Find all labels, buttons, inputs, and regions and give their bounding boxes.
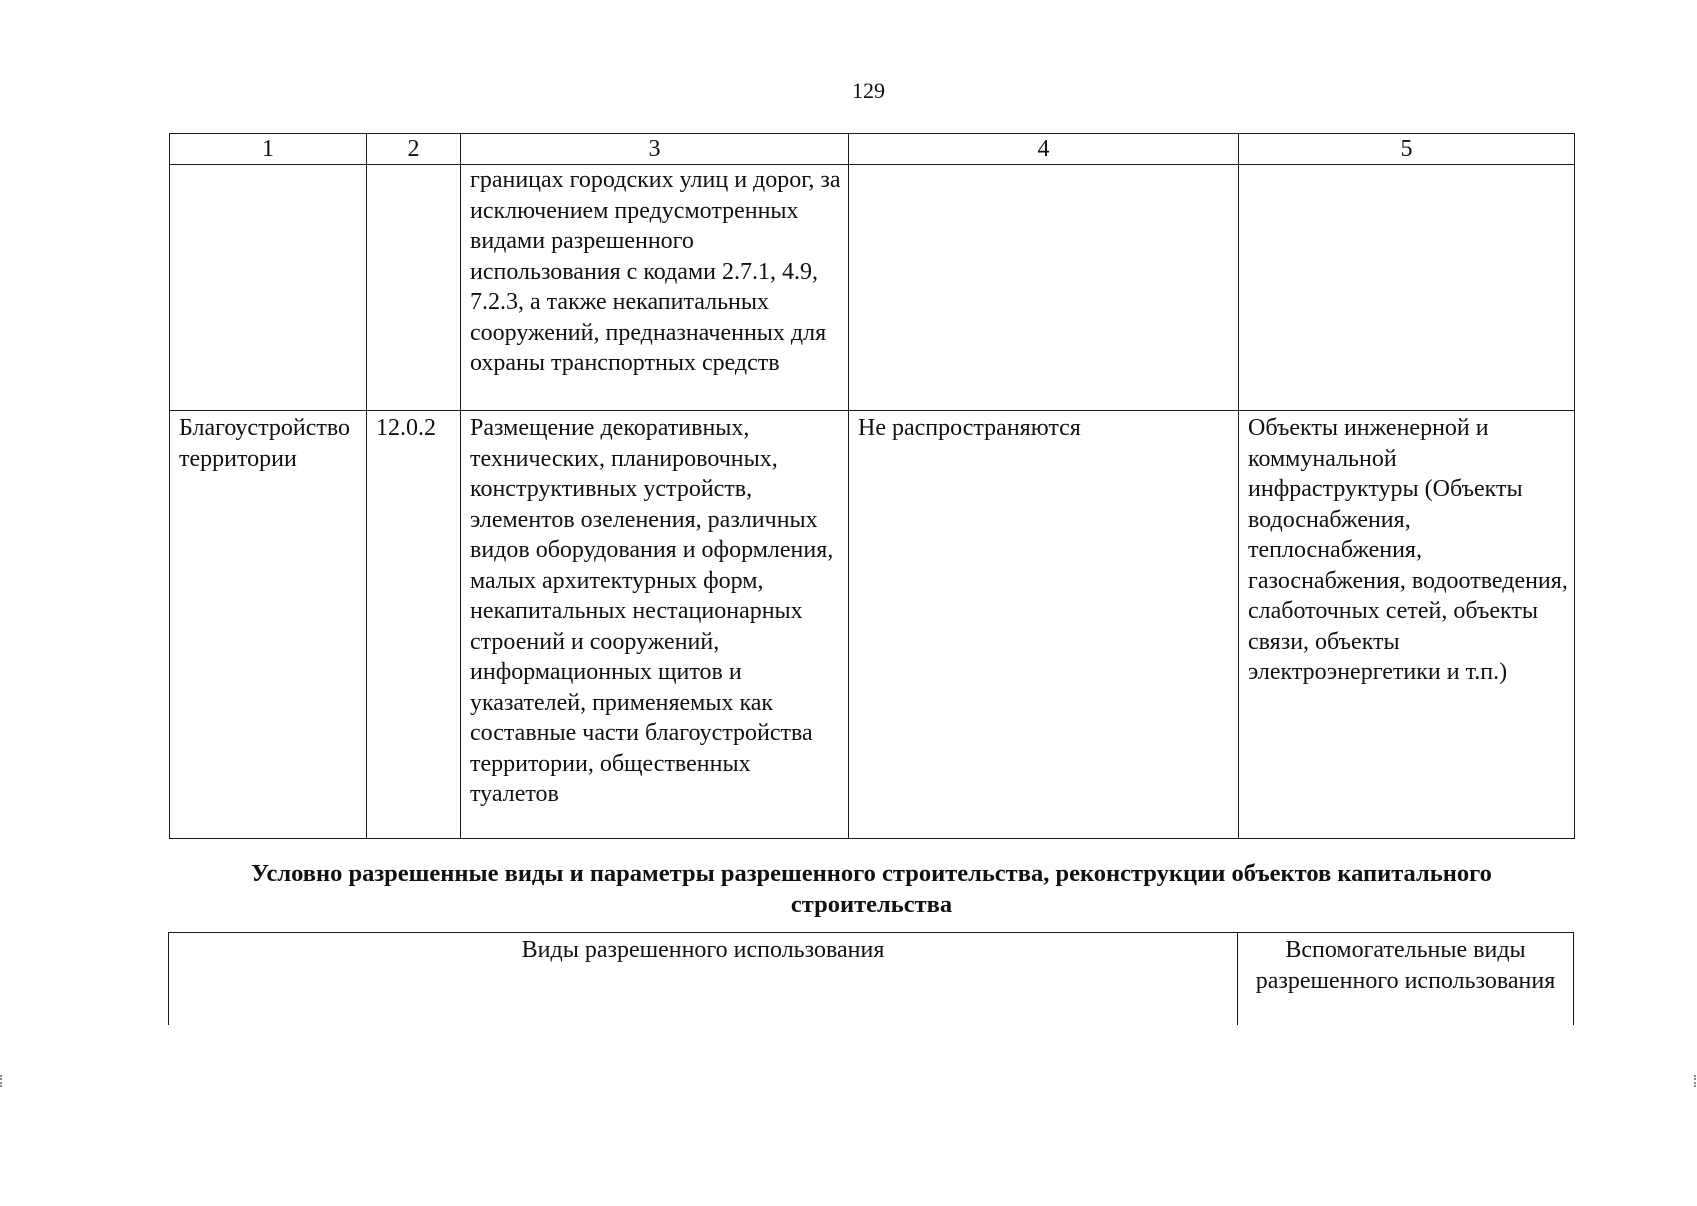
cell-parameters bbox=[849, 165, 1239, 411]
table-header-row bbox=[169, 933, 1574, 1026]
page-number: 129 bbox=[852, 78, 885, 103]
column-number-4: 4 bbox=[849, 134, 1239, 165]
cell-auxiliary bbox=[1239, 165, 1575, 411]
header-types-of-use: Виды разрешенного использования bbox=[169, 933, 1238, 1026]
table-row-continuation bbox=[170, 165, 1575, 411]
cell-code: 12.0.2 bbox=[367, 411, 461, 839]
column-number-3: 3 bbox=[461, 134, 849, 165]
table-header-row bbox=[170, 134, 1575, 165]
cell-auxiliary: Объекты инженерной и коммунальной инфраструктуры (Объекты водоснабжения, теплоснабжения, газоснабжения, водоотведения, слаботочных сетей, объекты связи, объекты электроэнергетики и т.п.) bbox=[1239, 411, 1575, 839]
conditional-use-table bbox=[168, 932, 1574, 1025]
scan-edge-mark bbox=[0, 1075, 5, 1087]
cell-description: границах городских улиц и дорог, за исключением предусмотренных видами разрешенного использования с кодами 2.7.1, 4.9, 7.2.3, а также некапитальных сооружений, предназначенных для охраны транспортных средств bbox=[461, 165, 849, 411]
land-use-table bbox=[169, 133, 1575, 839]
column-number-2: 2 bbox=[367, 134, 461, 165]
header-auxiliary-types: Вспомогательные виды разрешенного использования bbox=[1238, 933, 1574, 1026]
cell-code bbox=[367, 165, 461, 411]
column-number-1: 1 bbox=[170, 134, 367, 165]
cell-name: Благоустройство территории bbox=[170, 411, 367, 839]
cell-parameters: Не распространяются bbox=[849, 411, 1239, 839]
table-row-blagoustroystvo bbox=[170, 411, 1575, 839]
section-heading: Условно разрешенные виды и параметры разрешенного строительства, реконструкции объектов капитального строительства bbox=[251, 860, 1492, 918]
cell-description: Размещение декоративных, технических, планировочных, конструктивных устройств, элементов озеленения, различных видов оборудования и оформления, малых архитектурных форм, некапитальных нестационарных строений и сооружений, информационных щитов и указателей, применяемых как составные части благоустройства территории, общественных туалетов bbox=[461, 411, 849, 839]
column-number-5: 5 bbox=[1239, 134, 1575, 165]
cell-name bbox=[170, 165, 367, 411]
page-bottom-margin bbox=[160, 1026, 1590, 1206]
